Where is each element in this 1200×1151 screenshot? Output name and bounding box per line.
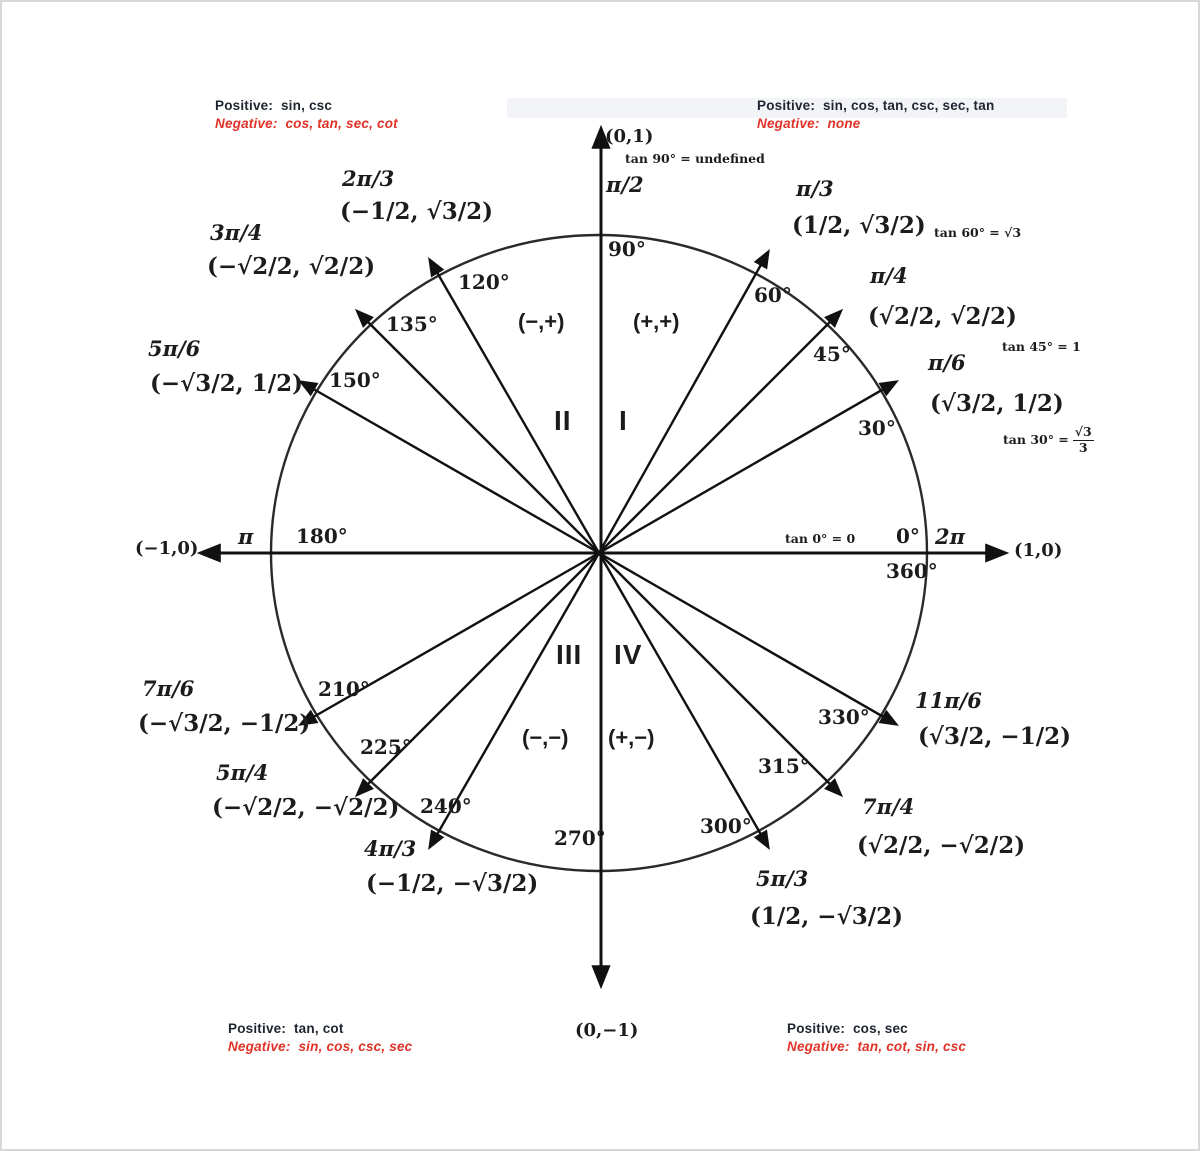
note-q1-negative: Negative: none (757, 116, 861, 131)
point-label-150: (−√3/2, 1/2) (150, 370, 303, 397)
note-q2-negative: Negative: cos, tan, sec, cot (215, 116, 398, 131)
tan-note-60: tan 60° = √3 (934, 225, 1022, 240)
degree-label-240: 240° (420, 794, 472, 818)
degree-label-360: 360° (886, 559, 938, 583)
tan-note-90: tan 90° = undefined (625, 151, 765, 166)
ray-330 (599, 553, 894, 723)
degree-label-0: 0° (896, 524, 920, 548)
radian-label-240: 4π/3 (364, 836, 417, 861)
unit-circle-figure (2, 2, 1200, 1151)
radian-label-360: 2π (935, 524, 965, 549)
degree-label-330: 330° (818, 705, 870, 729)
degree-label-180: 180° (296, 524, 348, 548)
tan-note-45: tan 45° = 1 (1002, 339, 1081, 354)
radian-label-30: π/6 (928, 350, 966, 375)
signs-quadrant-3: (−,−) (522, 725, 569, 750)
radian-label-300: 5π/3 (756, 866, 809, 891)
degree-label-210: 210° (318, 677, 370, 701)
point-label-315: (√2/2, −√2/2) (857, 832, 1026, 859)
note-q3-positive: Positive: tan, cot (228, 1021, 344, 1036)
signs-quadrant-2: (−,+) (518, 309, 565, 334)
numeral-quadrant-3: III (556, 639, 583, 670)
radian-label-90: π/2 (606, 172, 644, 197)
ray-60 (599, 254, 767, 553)
point-label-45: (√2/2, √2/2) (868, 303, 1017, 330)
radian-label-135: 3π/4 (210, 220, 263, 245)
point-label-240: (−1/2, −√3/2) (366, 870, 539, 897)
radian-label-60: π/3 (796, 176, 834, 201)
degree-label-150: 150° (329, 368, 381, 392)
signs-quadrant-4: (+,−) (608, 725, 655, 750)
ray-45 (599, 313, 839, 553)
radian-label-45: π/4 (870, 263, 908, 288)
degree-label-120: 120° (458, 270, 510, 294)
degree-label-300: 300° (700, 814, 752, 838)
degree-label-270: 270° (554, 826, 606, 850)
radian-label-180: π (238, 524, 254, 549)
radian-label-315: 7π/4 (862, 794, 915, 819)
radian-label-210: 7π/6 (142, 676, 195, 701)
point-label-60: (1/2, √3/2) (792, 212, 926, 239)
point-label-225: (−√2/2, −√2/2) (212, 794, 400, 821)
point-label-300: (1/2, −√3/2) (750, 903, 903, 930)
tan-note-0: tan 0° = 0 (785, 531, 856, 546)
point-label-135: (−√2/2, √2/2) (207, 253, 376, 280)
degree-label-60: 60° (754, 283, 792, 307)
note-q3-negative: Negative: sin, cos, csc, sec (228, 1039, 413, 1054)
radian-label-150: 5π/6 (148, 336, 201, 361)
ray-120 (431, 262, 599, 553)
note-q2-positive: Positive: sin, csc (215, 98, 333, 113)
degree-label-225: 225° (360, 735, 412, 759)
note-q1-positive: Positive: sin, cos, tan, csc, sec, tan (757, 98, 995, 113)
ray-30 (599, 383, 894, 553)
point-label-neg1-0: (−1,0) (135, 538, 199, 559)
degree-label-90: 90° (608, 237, 646, 261)
point-label-1-0: (1,0) (1014, 540, 1063, 561)
tan-note-30-numerator: √3 (1074, 424, 1092, 439)
tan-note-30 (1003, 426, 1094, 454)
degree-label-45: 45° (813, 342, 851, 366)
numeral-quadrant-1: I (619, 405, 628, 436)
tan-note-30-denominator: 3 (1078, 439, 1088, 455)
ray-300 (599, 553, 767, 845)
tan-note-30-fraction (1073, 426, 1094, 454)
degree-label-315: 315° (758, 754, 810, 778)
radian-label-330: 11π/6 (915, 688, 982, 713)
point-label-330: (√3/2, −1/2) (918, 723, 1071, 750)
numeral-quadrant-4: IV (614, 639, 643, 670)
note-q4-positive: Positive: cos, sec (787, 1021, 908, 1036)
point-label-0-neg1: (0,−1) (575, 1020, 639, 1041)
note-q4-negative: Negative: tan, cot, sin, csc (787, 1039, 967, 1054)
point-label-120: (−1/2, √3/2) (340, 198, 493, 225)
degree-label-30: 30° (858, 416, 896, 440)
radian-label-120: 2π/3 (342, 166, 395, 191)
point-label-30: (√3/2, 1/2) (930, 390, 1064, 417)
point-label-0-1: (0,1) (605, 126, 654, 147)
numeral-quadrant-2: II (554, 405, 572, 436)
radian-label-225: 5π/4 (216, 760, 269, 785)
point-label-210: (−√3/2, −1/2) (138, 710, 311, 737)
tan-note-30-prefix: tan 30° = (1003, 432, 1069, 448)
signs-quadrant-1: (+,+) (633, 309, 680, 334)
degree-label-135: 135° (386, 312, 438, 336)
